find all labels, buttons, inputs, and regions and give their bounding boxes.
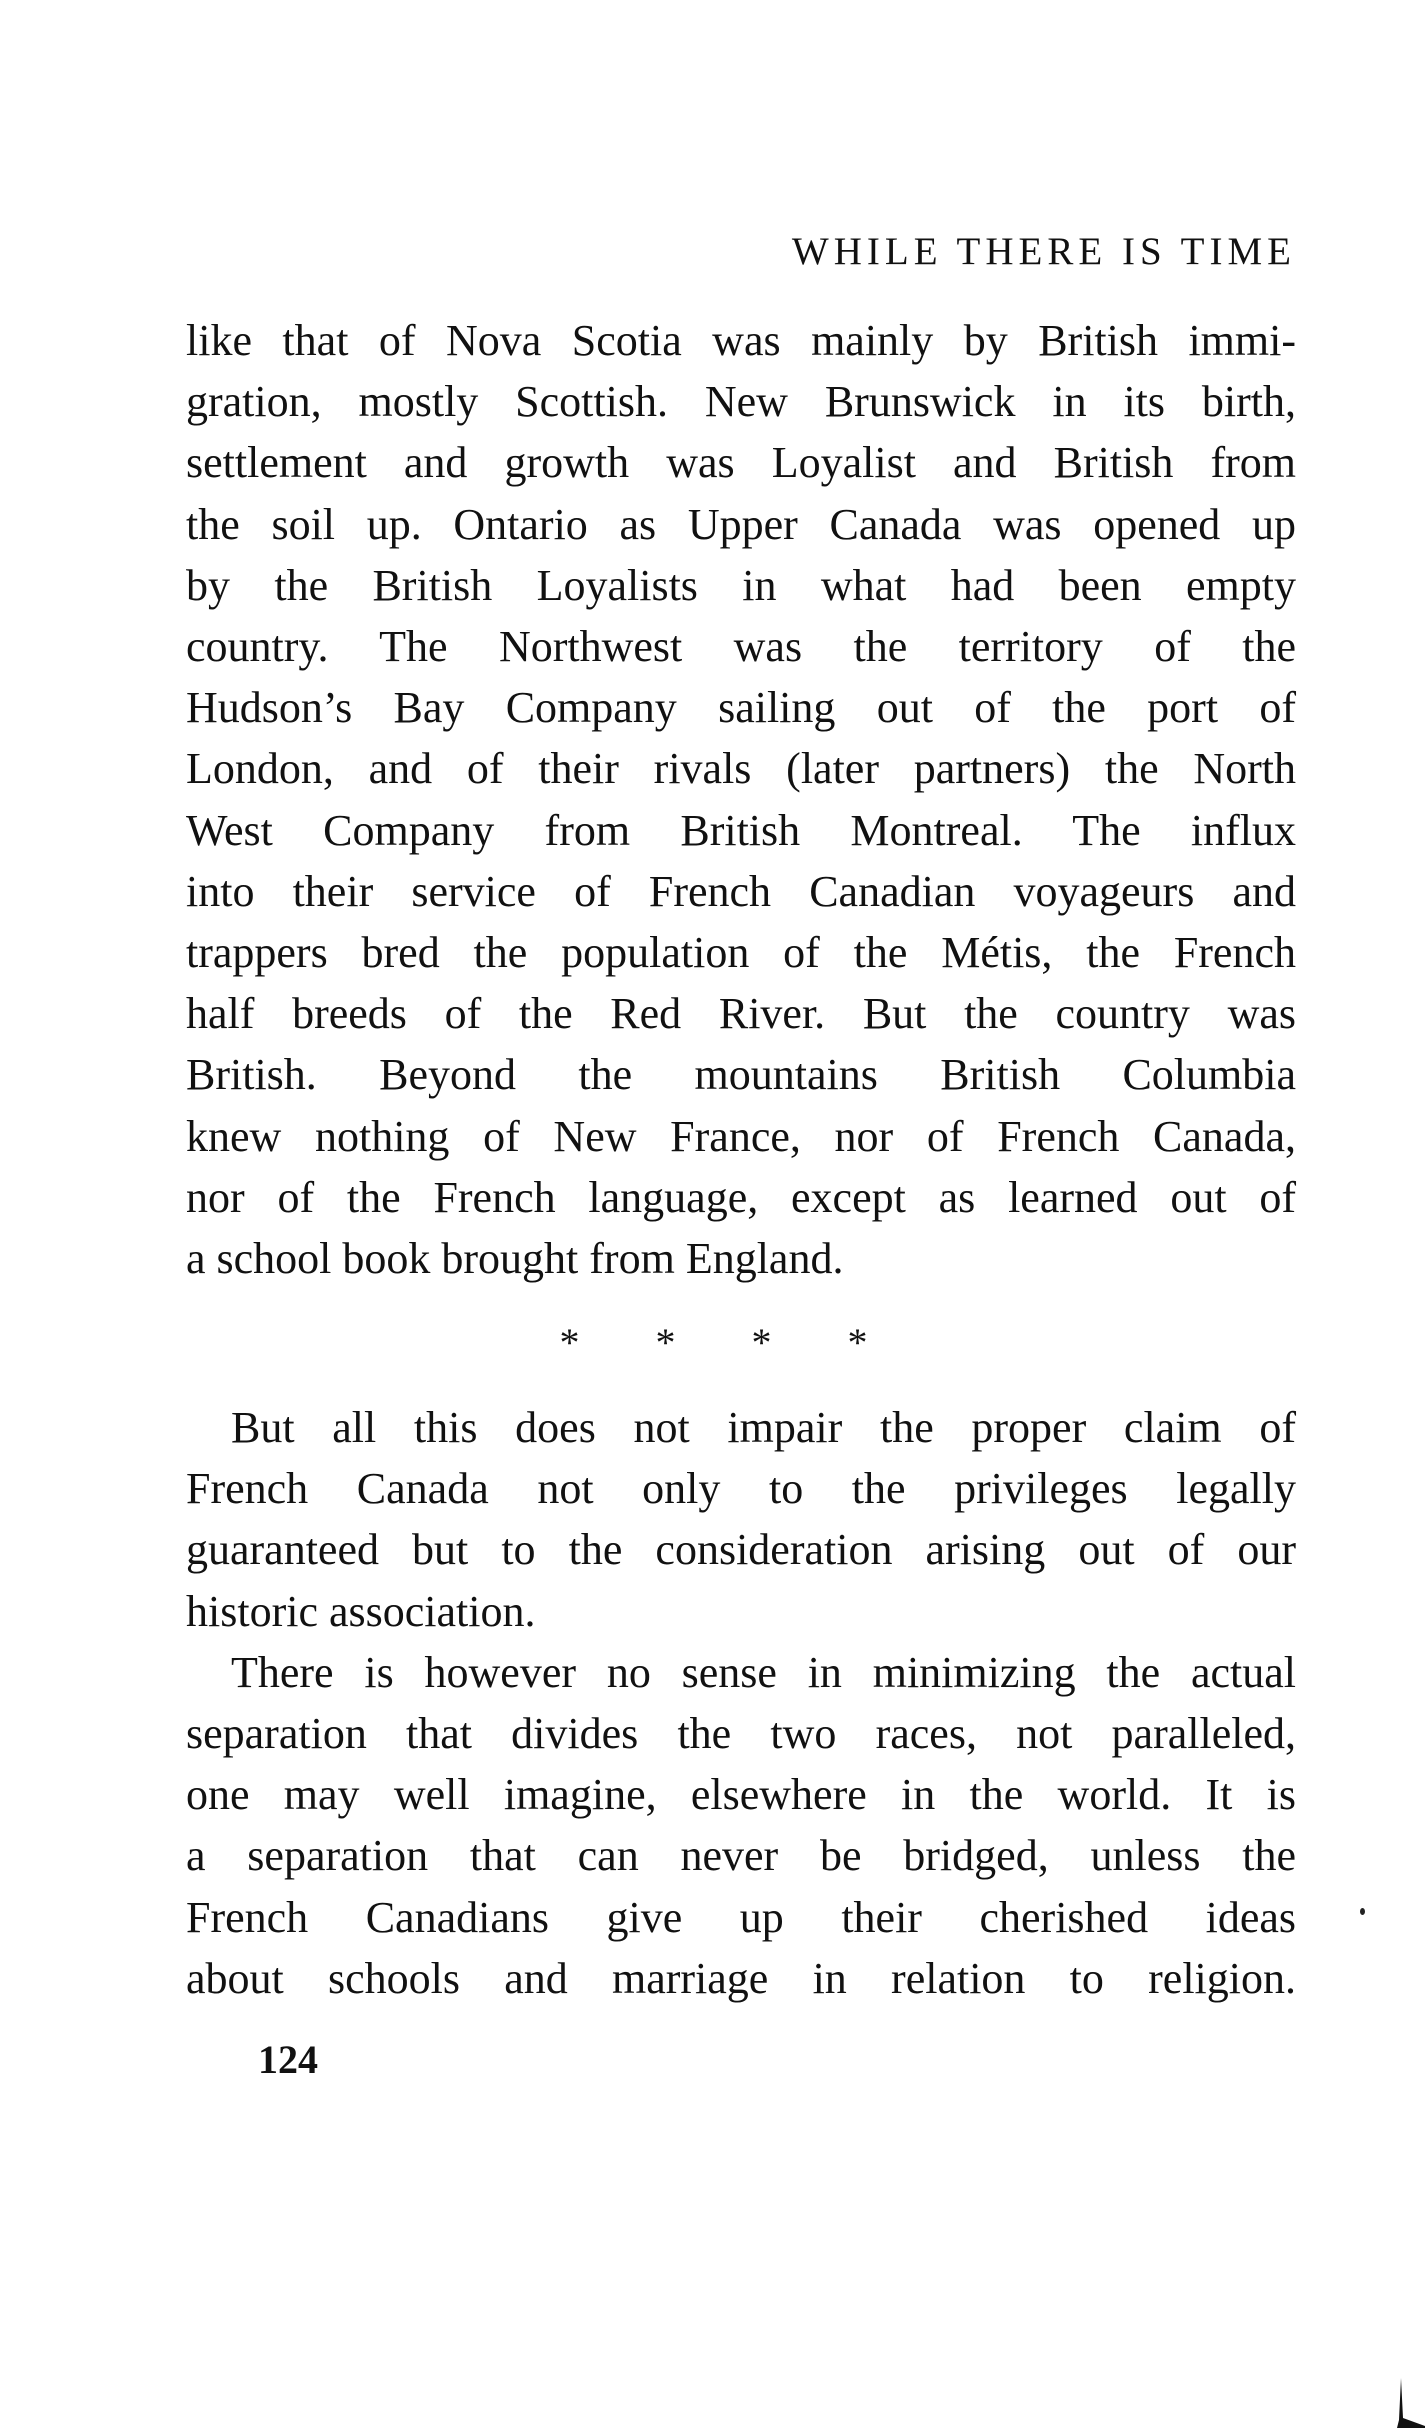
text-line: separation that divides the two races, not paralleled,	[186, 1709, 1296, 1759]
asterisk: *	[655, 1320, 676, 1365]
text-line: a separation that can never be bridged, unless the	[186, 1831, 1296, 1881]
page-number: 124	[258, 2037, 318, 2082]
text-line: like that of Nova Scotia was mainly by British immi-	[186, 316, 1296, 365]
asterisk: *	[751, 1320, 772, 1365]
text-line: knew nothing of New France, nor of French Canada,	[186, 1111, 1296, 1161]
text-line: But all this does not impair the proper claim of	[231, 1403, 1296, 1452]
running-head: WHILE THERE IS TIME	[791, 230, 1296, 273]
text-line: French Canadians give up their cherished ideas	[186, 1892, 1296, 1942]
section-separator	[0, 1318, 1427, 1368]
text-line: country. The Northwest was the territory of the	[186, 622, 1296, 672]
paragraph-1	[186, 310, 1296, 1289]
text-line: historic association.	[186, 1586, 536, 1636]
text-line: There is however no sense in minimizing the actual	[231, 1647, 1296, 1697]
page-corner-mark	[1387, 2368, 1427, 2428]
text-line: into their service of French Canadian voyageurs and	[186, 866, 1296, 916]
text-line: gration, mostly Scottish. New Brunswick in its birth,	[186, 377, 1296, 427]
text-line: trappers bred the population of the Métis, the French	[186, 928, 1296, 978]
text-line: guaranteed but to the consideration arising out of our	[186, 1525, 1296, 1575]
text-line: British. Beyond the mountains British Columbia	[186, 1050, 1296, 1100]
text-line: French Canada not only to the privileges legally	[186, 1464, 1296, 1514]
asterisk: *	[847, 1320, 868, 1365]
text-line: about schools and marriage in relation to religion.	[186, 1953, 1296, 2003]
scan-speck	[1360, 1908, 1365, 1915]
text-line: nor of the French language, except as learned out of	[186, 1172, 1296, 1222]
text-line: the soil up. Ontario as Upper Canada was opened up	[186, 499, 1296, 549]
text-line: a school book brought from England.	[186, 1234, 844, 1284]
text-line: West Company from British Montreal. The influx	[186, 805, 1296, 855]
paragraphs-2-3	[186, 1397, 1296, 2009]
text-line: half breeds of the Red River. But the country was	[186, 989, 1296, 1039]
text-line: one may well imagine, elsewhere in the world. It is	[186, 1770, 1296, 1820]
text-line: London, and of their rivals (later partners) the North	[186, 744, 1296, 794]
asterisk: *	[559, 1320, 580, 1365]
text-line: Hudson’s Bay Company sailing out of the port of	[186, 683, 1296, 733]
text-line: settlement and growth was Loyalist and British from	[186, 438, 1296, 488]
text-line: by the British Loyalists in what had been empty	[186, 560, 1296, 610]
